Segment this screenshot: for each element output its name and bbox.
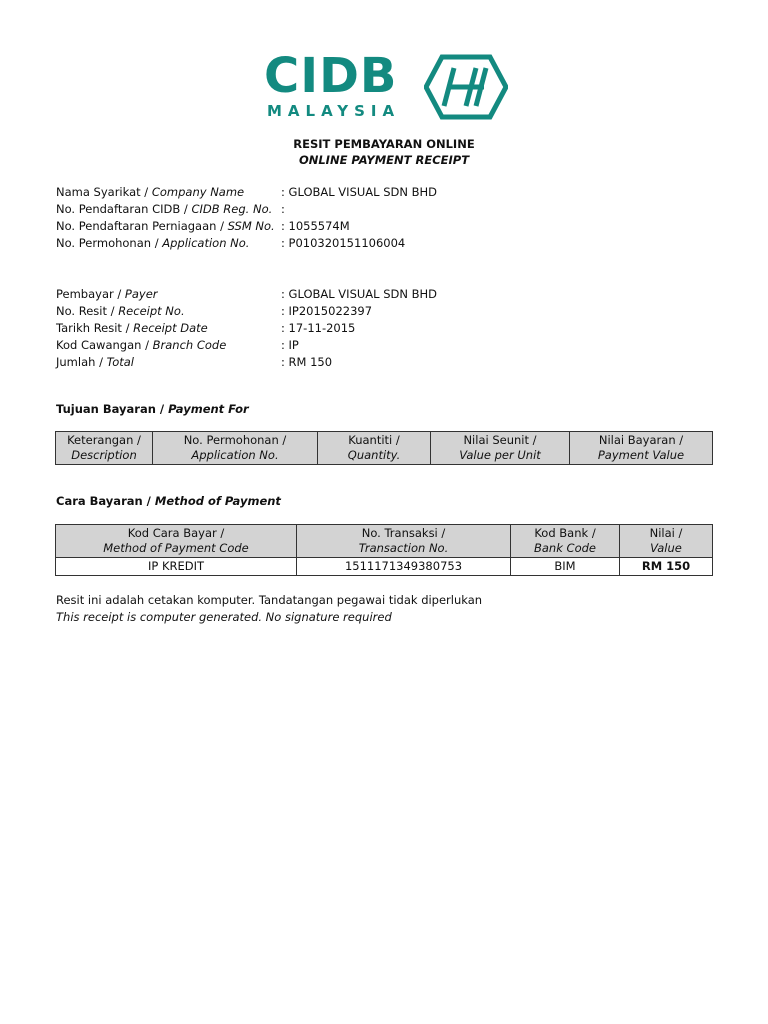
info-label-en: Total xyxy=(106,355,135,369)
info-label-en: SSM No. xyxy=(227,219,275,233)
table-header: Nilai Seunit / Value per Unit xyxy=(431,432,570,465)
method-table xyxy=(55,524,713,576)
info-value: : RM 150 xyxy=(281,355,333,369)
table-header: Keterangan / Description xyxy=(56,432,153,465)
table-header: No. Transaksi / Transaction No. xyxy=(297,525,511,558)
table-header: Kuantiti / Quantity. xyxy=(318,432,431,465)
info-label: No. Resit / xyxy=(56,304,119,318)
cidb-hexagon-icon xyxy=(424,54,508,120)
cidb-logo xyxy=(264,50,509,122)
table-header: Kod Cara Bayar / Method of Payment Code xyxy=(56,525,297,558)
info-value: : 1055574M xyxy=(281,219,350,233)
info-label-en: CIDB Reg. No. xyxy=(191,202,273,216)
info-value: : GLOBAL VISUAL SDN BHD xyxy=(281,287,438,301)
info-value: : IP xyxy=(281,338,299,352)
info-label: Nama Syarikat / xyxy=(56,185,152,199)
info-value: : IP2015022397 xyxy=(281,304,373,318)
info-label: No. Pendaftaran Perniagaan / xyxy=(56,219,228,233)
info-label: Jumlah / xyxy=(56,355,107,369)
info-label-en: Branch Code xyxy=(152,338,227,352)
table-cell: RM 150 xyxy=(620,558,713,576)
table-header: Nilai Bayaran / Payment Value xyxy=(570,432,713,465)
footer-note-en: This receipt is computer generated. No signature required xyxy=(56,610,392,624)
info-label-en: Receipt No. xyxy=(118,304,185,318)
info-label-en: Receipt Date xyxy=(133,321,208,335)
table-cell: BIM xyxy=(511,558,620,576)
section-title: Cara Bayaran / xyxy=(56,494,155,508)
method-heading xyxy=(56,494,281,508)
info-label-en: Payer xyxy=(124,287,158,301)
receipt-title-en: ONLINE PAYMENT RECEIPT xyxy=(298,153,470,167)
table-header: No. Permohonan / Application No. xyxy=(153,432,318,465)
payment-for-table xyxy=(55,431,713,465)
section-title: Tujuan Bayaran / xyxy=(56,402,169,416)
table-cell: 1511171349380753 xyxy=(297,558,511,576)
footer-note: Resit ini adalah cetakan komputer. Tandatangan pegawai tidak diperlukan xyxy=(56,593,483,607)
info-label: Pembayar / xyxy=(56,287,125,301)
info-label: No. Pendaftaran CIDB / xyxy=(56,202,192,216)
info-value: : P010320151106004 xyxy=(281,236,406,250)
table-header: Kod Bank / Bank Code xyxy=(511,525,620,558)
info-value: : 17-11-2015 xyxy=(281,321,356,335)
section-title-en: Method of Payment xyxy=(154,494,281,508)
table-header-row xyxy=(56,525,713,558)
logo-subtitle: MALAYSIA xyxy=(267,102,401,120)
table-header: Nilai / Value xyxy=(620,525,713,558)
section-title-en: Payment For xyxy=(168,402,249,416)
table-cell: IP KREDIT xyxy=(56,558,297,576)
info-value: : xyxy=(281,202,285,216)
info-label-en: Company Name xyxy=(151,185,245,199)
logo-name: CIDB xyxy=(264,48,398,104)
info-value: : GLOBAL VISUAL SDN BHD xyxy=(281,185,438,199)
info-label: Tarikh Resit / xyxy=(56,321,134,335)
receipt-title: RESIT PEMBAYARAN ONLINE xyxy=(293,137,475,151)
info-label: No. Permohonan / xyxy=(56,236,163,250)
info-label: Kod Cawangan / xyxy=(56,338,153,352)
table-row xyxy=(56,558,713,576)
info-label-en: Application No. xyxy=(162,236,250,250)
payment-for-heading xyxy=(56,402,249,416)
table-header-row xyxy=(56,432,713,465)
